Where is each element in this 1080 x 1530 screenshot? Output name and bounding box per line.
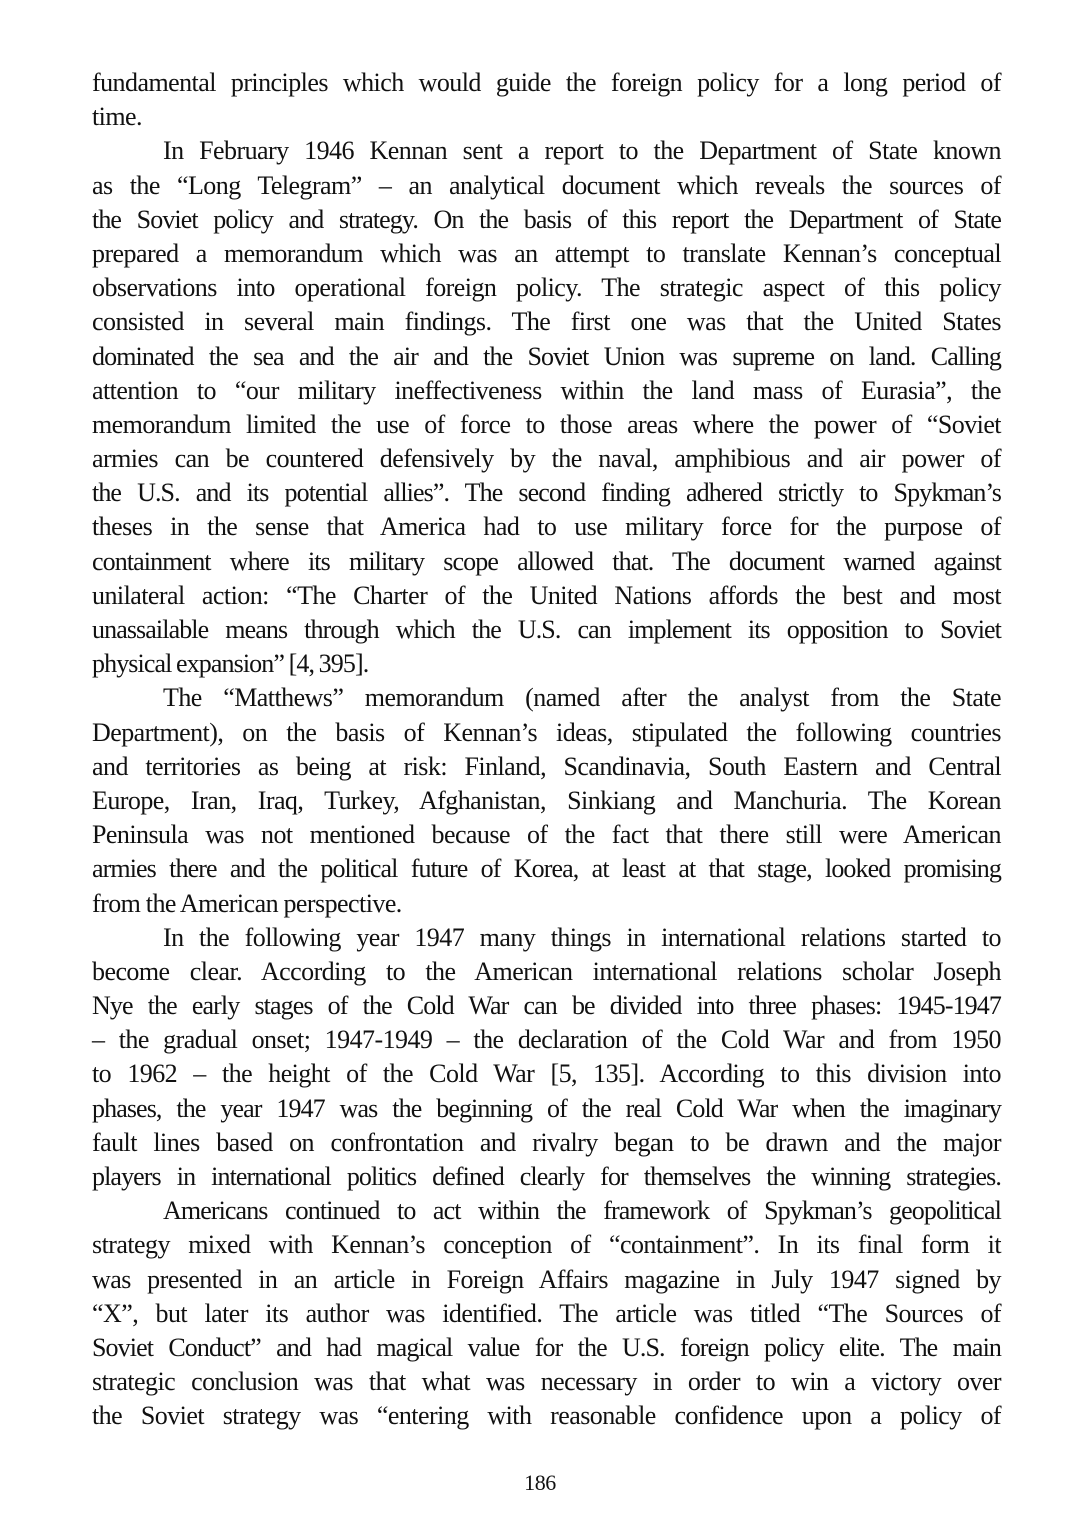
paragraph-continuation [92, 66, 1001, 134]
paragraph-containment [92, 1194, 1001, 1433]
paragraph-cold-war-phases [92, 921, 1001, 1195]
text-line: dominated the sea and the air and the Soviet Union was supreme on land. Calling [92, 341, 1001, 371]
text-line: Nye the early stages of the Cold War can be divided into three phases: 1945-1947 [92, 991, 1001, 1021]
text-line: time. [92, 102, 142, 132]
text-line: phases, the year 1947 was the beginning of the real Cold War when the imaginary [92, 1093, 1001, 1123]
text-line: observations into operational foreign policy. The strategic aspect of this policy [92, 273, 1001, 303]
document-page-body [92, 66, 1001, 1434]
text-line: players in international politics defined clearly for themselves the winning strategies. [92, 1162, 1001, 1191]
text-line: armies can be countered defensively by the naval, amphibious and air power of [92, 444, 1001, 474]
text-line: was presented in an article in Foreign Affairs magazine in July 1947 signed by [92, 1264, 1001, 1294]
text-line: fundamental principles which would guide the foreign policy for a long period of [92, 68, 1001, 97]
text-line: Europe, Iran, Iraq, Turkey, Afghanistan, Sinkiang and Manchuria. The Korean [92, 785, 1001, 815]
text-line: containment where its military scope allowed that. The document warned against [92, 546, 1001, 576]
paragraph-matthews-memorandum [92, 681, 1001, 920]
text-line: Department), on the basis of Kennan’s ideas, stipulated the following countries [92, 717, 1001, 747]
text-line: the U.S. and its potential allies”. The second finding adhered strictly to Spykman’s [92, 478, 1001, 508]
text-line: from the American perspective. [92, 888, 402, 918]
text-line: Peninsula was not mentioned because of the fact that there still were American [92, 820, 1001, 850]
text-line: consisted in several main findings. The first one was that the United States [92, 307, 1001, 337]
text-line: to 1962 – the height of the Cold War [5, 135]. According to this division into [92, 1059, 1001, 1089]
page-number: 186 [524, 1470, 556, 1495]
text-line: the Soviet strategy was “entering with reasonable confidence upon a policy of [92, 1401, 1001, 1431]
paragraph-long-telegram [92, 134, 1001, 681]
text-line: fault lines based on confrontation and rivalry began to be drawn and the major [92, 1127, 1001, 1157]
text-line: as the “Long Telegram” – an analytical document which reveals the sources of [92, 170, 1001, 200]
text-line: prepared a memorandum which was an attempt to translate Kennan’s conceptual [92, 238, 1001, 268]
text-line: – the gradual onset; 1947-1949 – the declaration of the Cold War and from 1950 [92, 1025, 1001, 1055]
text-line: attention to “our military ineffectiveness within the land mass of Eurasia”, the [92, 375, 1001, 405]
text-line: and territories as being at risk: Finland, Scandinavia, South Eastern and Central [92, 751, 1001, 781]
text-line: armies there and the political future of Korea, at least at that stage, looked promising [92, 854, 1001, 884]
text-line: The “Matthews” memorandum (named after the analyst from the State [163, 683, 1001, 713]
text-line: Americans continued to act within the framework of Spykman’s geopolitical [163, 1196, 1001, 1226]
text-line: In the following year 1947 many things in international relations started to [163, 922, 1001, 952]
text-line: physical expansion” [4, 395]. [92, 649, 369, 679]
text-line: “X”, but later its author was identified. The article was titled “The Sources of [92, 1298, 1001, 1328]
text-line: Soviet Conduct” and had magical value for the U.S. foreign policy elite. The main [92, 1332, 1001, 1362]
text-line: unilateral action: “The Charter of the United Nations affords the best and most [92, 580, 1001, 610]
text-line: unassailable means through which the U.S. can implement its opposition to Soviet [92, 615, 1001, 644]
text-line: strategic conclusion was that what was necessary in order to win a victory over [92, 1367, 1001, 1397]
text-line: strategy mixed with Kennan’s conception of “containment”. In its final form it [92, 1230, 1001, 1260]
text-line: the Soviet policy and strategy. On the basis of this report the Department of State [92, 204, 1001, 234]
text-line: memorandum limited the use of force to those areas where the power of “Soviet [92, 409, 1001, 439]
text-line: become clear. According to the American international relations scholar Joseph [92, 956, 1001, 986]
text-line: theses in the sense that America had to use military force for the purpose of [92, 512, 1001, 542]
text-line: In February 1946 Kennan sent a report to the Department of State known [163, 136, 1001, 166]
